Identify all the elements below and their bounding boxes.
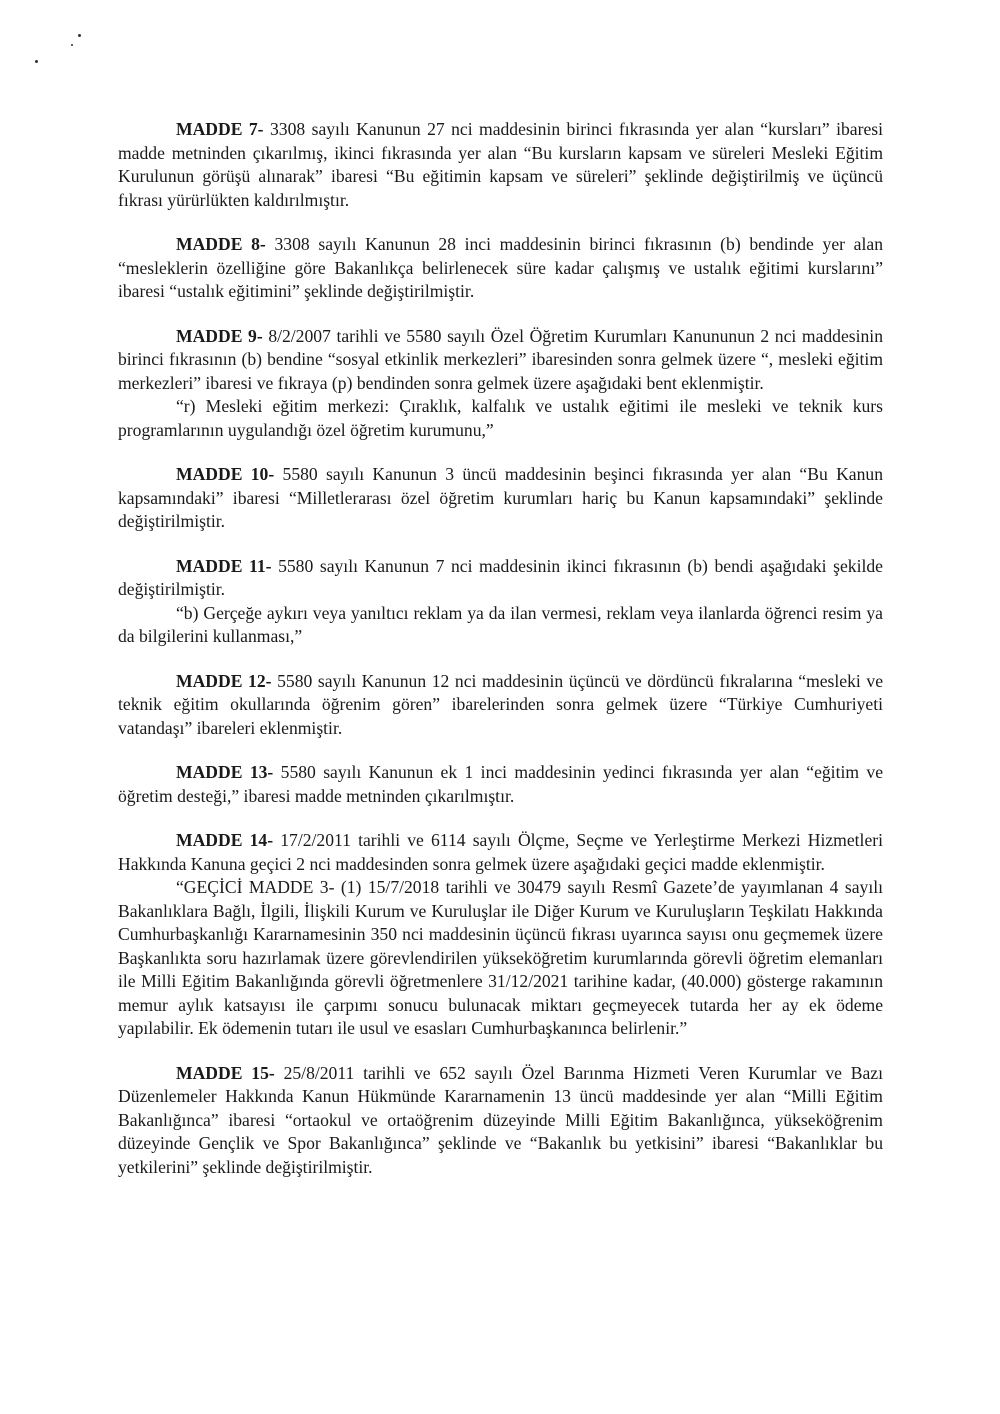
article-8	[118, 233, 883, 304]
article-paragraph	[118, 118, 883, 212]
article-label: MADDE 9-	[176, 325, 263, 346]
article-12	[118, 670, 883, 741]
scan-speck	[78, 34, 81, 37]
article-15	[118, 1062, 883, 1180]
article-text: 8/2/2007 tarihli ve 5580 sayılı Özel Öğretim Kurumları Kanununun 2 nci maddesinin birinci fıkrasının (b) bendine “sosyal etkinlik merkezleri” ibaresinden sonra gelmek üzere “, mesleki eğitim merkezleri” ibaresi ve fıkraya (p) bendinden sonra gelmek üzere aşağıdaki bent eklenmiştir.	[118, 325, 883, 393]
article-13	[118, 761, 883, 808]
article-label: MADDE 10-	[176, 464, 275, 484]
article-paragraph	[118, 1062, 883, 1180]
article-label: MADDE 8-	[176, 234, 266, 254]
article-text: 17/2/2011 tarihli ve 6114 sayılı Ölçme, Seçme ve Yerleştirme Merkezi Hizmetleri Hakkında Kanuna geçici 2 nci maddesinden sonra gelmek üzere aşağıdaki geçici madde eklenmiştir.	[118, 830, 884, 874]
article-text: 5580 sayılı Kanunun 7 nci maddesinin ikinci fıkrasının (b) bendi aşağıdaki şekilde değiştirilmiştir.	[118, 555, 883, 599]
article-text: 25/8/2011 tarihli ve 652 sayılı Özel Barınma Hizmeti Veren Kurumlar ve Bazı Düzenlemeler Hakkında Kanun Hükmünde Kararnamenin 13 üncü maddesinde yer alan “Milli Eğitim Bakanlığınca” ibaresi “ortaokul ve ortaöğrenim düzeyinde Milli Eğitim Bakanlığınca, yükseköğrenim düzeyinde Gençlik ve Spor Bakanlığınca” şeklinde ve “Bakanlık bu yetkisini” ibaresi “Bakanlıklar bu yetkilerini” şeklinde değiştirilmiştir.	[118, 1062, 883, 1177]
article-paragraph	[118, 555, 883, 602]
article-label: MADDE 14-	[176, 830, 274, 850]
article-label: MADDE 12-	[176, 670, 272, 691]
article-quote: “b) Gerçeğe aykırı veya yanıltıcı reklam ya da ilan vermesi, reklam veya ilanlarda öğrenci resim ya da bilgilerini kullanması,”	[118, 602, 883, 646]
article-text: 5580 sayılı Kanunun ek 1 inci maddesinin yedinci fıkrasında yer alan “eğitim ve öğretim desteği,” ibaresi madde metninden çıkarılmıştır.	[118, 762, 883, 806]
article-10	[118, 463, 883, 534]
article-text: 3308 sayılı Kanunun 28 inci maddesinin birinci fıkrasının (b) bendinde yer alan “mesleklerin özelliğine göre Bakanlıkça belirlenecek süre kadar çalışmış ve ustalık eğitimi kurslarını” ibaresi “ustalık eğitimini” şeklinde değiştirilmiştir.	[118, 234, 883, 301]
article-7	[118, 118, 883, 212]
article-paragraph	[118, 670, 883, 741]
article-14	[118, 829, 883, 1041]
article-text: 5580 sayılı Kanunun 3 üncü maddesinin beşinci fıkrasında yer alan “Bu Kanun kapsamındaki” ibaresi “Milletlerarası özel öğretim kurumları hariç bu Kanun kapsamındaki” şeklinde değiştirilmiştir.	[118, 464, 883, 531]
scan-speck	[35, 60, 38, 63]
article-label: MADDE 7-	[176, 119, 264, 139]
article-text: 5580 sayılı Kanunun 12 nci maddesinin üçüncü ve dördüncü fıkralarına “mesleki ve teknik eğitim okullarında öğrenim gören” ibarelerinden sonra gelmek üzere “Türkiye Cumhuriyeti vatandaşı” ibareleri eklenmiştir.	[118, 670, 883, 738]
article-quote: “r) Mesleki eğitim merkezi: Çıraklık, kalfalık ve ustalık eğitimi ile mesleki ve teknik kurs programlarının uygulandığı özel öğretim kurumunu,”	[118, 396, 883, 440]
article-quote: “GEÇİCİ MADDE 3- (1) 15/7/2018 tarihli ve 30479 sayılı Resmî Gazete’de yayımlanan 4 sayılı Bakanlıklara Bağlı, İlgili, İlişkili Kurum ve Kuruluşlar ile Diğer Kurum ve Kuruluşların Teşkilatı Hakkında Cumhurbaşkanlığı Kararnamesinin 350 nci maddesinin üçüncü fıkrası uyarınca sayısı onu geçmemek üzere Başkanlıkta soru hazırlamak üzere görevlendirilen yükseköğretim kurumlarında görevli öğretim elemanları ile Milli Eğitim Bakanlığında görevli öğretmenlere 31/12/2021 tarihine kadar, (40.000) gösterge rakamının memur aylık katsayısı ile çarpımı sonucu bulunacak miktarı geçmeyecek tutarda her ay ek ödeme yapılabilir. Ek ödemenin tutarı ile usul ve esasları Cumhurbaşkanınca belirlenir.”	[118, 877, 883, 1038]
article-11	[118, 555, 883, 649]
article-paragraph	[118, 325, 883, 396]
document-page	[118, 118, 883, 1200]
article-paragraph	[118, 829, 883, 876]
article-paragraph	[118, 761, 883, 808]
scan-speck	[71, 44, 73, 46]
article-text: 3308 sayılı Kanunun 27 nci maddesinin birinci fıkrasında yer alan “kursları” ibaresi madde metninden çıkarılmış, ikinci fıkrasında yer alan “Bu kursların kapsam ve süreleri Mesleki Eğitim Kurulunun görüşü alınarak” ibaresi “Bu eğitimin kapsam ve süreleri” şeklinde değiştirilmiş ve üçüncü fıkrası yürürlükten kaldırılmıştır.	[118, 119, 883, 210]
article-paragraph	[118, 233, 883, 304]
article-paragraph	[118, 463, 883, 534]
article-label: MADDE 13-	[176, 762, 274, 782]
article-label: MADDE 15-	[176, 1062, 275, 1083]
article-label: MADDE 11-	[176, 555, 272, 576]
article-9	[118, 325, 883, 443]
